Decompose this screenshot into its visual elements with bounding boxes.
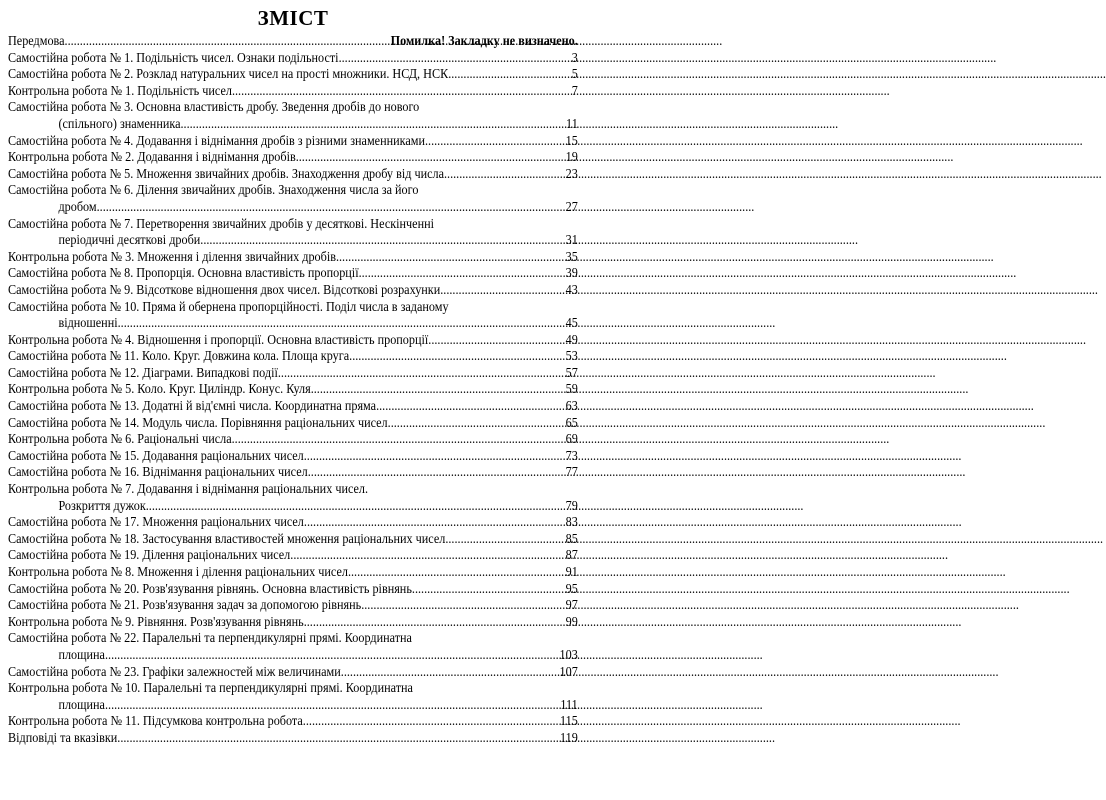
toc-entry[interactable] xyxy=(8,183,578,216)
toc-entry-title: Контрольна робота № 9. Рівняння. Розв'язування рівнянь xyxy=(8,614,304,630)
toc-entry[interactable] xyxy=(8,399,578,416)
toc-page-number: 119 xyxy=(559,730,578,746)
toc-page-number: 65 xyxy=(565,415,578,431)
dot-leader xyxy=(428,333,565,350)
toc-entry-line-last xyxy=(8,250,578,267)
toc-entry-title: Контрольна робота № 8. Множення і ділення раціональних чисел xyxy=(8,565,348,580)
toc-entry-title: Самостійна робота № 15. Додавання раціональних чисел xyxy=(8,448,304,464)
toc-entry-line-last xyxy=(8,565,578,582)
toc-page-number: 3 xyxy=(571,50,578,66)
toc-entry[interactable] xyxy=(8,366,578,383)
dot-leader xyxy=(388,416,566,433)
toc-entry-title: Контрольна робота № 6. Раціональні числа xyxy=(8,432,232,448)
toc-entry-title: Самостійна робота № 20. Розв'язування рівнянь. Основна властивість рівнянь xyxy=(8,581,412,597)
toc-entry[interactable] xyxy=(8,84,578,101)
dot-leader xyxy=(440,283,565,300)
toc-entry-title: Самостійна робота № 2. Розклад натуральних чисел на прості множники. НСД, НСК xyxy=(8,67,449,83)
dot-leader xyxy=(304,449,566,466)
dot-leader xyxy=(359,266,566,283)
toc-entry[interactable] xyxy=(8,482,578,515)
table-of-contents xyxy=(8,34,578,748)
toc-entry-line-last xyxy=(8,316,578,333)
toc-entry-line-last xyxy=(8,51,578,68)
toc-entry-line-last xyxy=(8,67,578,84)
toc-entry-line-last xyxy=(8,333,578,350)
toc-entry[interactable] xyxy=(8,681,578,714)
toc-entry-line-last xyxy=(8,515,578,532)
dot-leader xyxy=(232,432,566,449)
toc-entry-title: періодичні десяткові дроби xyxy=(58,233,201,249)
toc-entry-line xyxy=(8,300,578,317)
toc-entry-title: Самостійна робота № 10. Пряма й обернена пропорційності. Поділ числа в заданому xyxy=(8,299,449,315)
toc-entry[interactable] xyxy=(8,217,578,250)
dot-leader xyxy=(181,117,567,134)
toc-entry-title: Контрольна робота № 2. Додавання і віднімання дробів xyxy=(8,150,296,166)
toc-page-number: 53 xyxy=(565,349,578,365)
toc-entry-line-last xyxy=(8,233,578,250)
toc-page-number: 99 xyxy=(565,614,578,630)
toc-page-number: 63 xyxy=(565,399,578,415)
toc-page-number: 107 xyxy=(559,664,578,680)
toc-entry[interactable] xyxy=(8,51,578,68)
dot-leader xyxy=(349,349,565,366)
dot-leader xyxy=(311,382,566,399)
toc-entry-title: Самостійна робота № 8. Пропорція. Основна властивість пропорції xyxy=(8,266,359,282)
toc-entry-line-last xyxy=(8,366,578,383)
toc-entry-line xyxy=(8,482,578,499)
toc-entry-title: Контрольна робота № 3. Множення і ділення звичайних дробів xyxy=(8,249,336,265)
toc-entry[interactable] xyxy=(8,134,578,151)
dot-leader xyxy=(278,366,566,383)
toc-entry-line xyxy=(8,183,578,200)
toc-page-number: 43 xyxy=(565,282,578,298)
dot-leader xyxy=(376,399,566,416)
toc-entry-title: Самостійна робота № 21. Розв'язування задач за допомогою рівнянь xyxy=(8,598,362,614)
toc-entry-line-last xyxy=(8,465,578,482)
toc-entry[interactable] xyxy=(8,465,578,482)
toc-entry-title: Самостійна робота № 13. Додатні й від'ємні числа. Координатна пряма xyxy=(8,399,377,415)
dot-leader xyxy=(444,167,566,184)
toc-entry-line-last xyxy=(8,134,578,151)
toc-entry[interactable] xyxy=(8,731,578,748)
toc-entry-title: Самостійна робота № 17. Множення раціональних чисел xyxy=(8,515,304,531)
toc-entry[interactable] xyxy=(8,582,578,599)
toc-entry-title: Самостійна робота № 4. Додавання і віднімання дробів з різними знаменниками xyxy=(8,133,425,149)
toc-entry[interactable] xyxy=(8,416,578,433)
toc-entry[interactable] xyxy=(8,515,578,532)
dot-leader xyxy=(290,548,565,565)
toc-page-number: 115 xyxy=(559,714,578,730)
toc-entry-title: дробом xyxy=(58,199,97,215)
toc-page-number: 59 xyxy=(565,382,578,398)
dot-leader xyxy=(303,714,560,731)
toc-entry[interactable] xyxy=(8,300,578,333)
toc-page-number: 79 xyxy=(565,498,578,514)
toc-page-number: 27 xyxy=(565,199,578,215)
dot-leader xyxy=(200,233,565,250)
toc-page-number: 57 xyxy=(565,365,578,381)
toc-entry-line-last xyxy=(8,84,578,101)
dot-leader xyxy=(146,499,566,516)
dot-leader xyxy=(296,150,566,167)
toc-entry-line-last xyxy=(8,648,578,665)
toc-entry[interactable] xyxy=(8,548,578,565)
toc-entry-title: Самостійна робота № 1. Подільність чисел. Ознаки подільності xyxy=(8,50,339,66)
toc-entry-title: Контрольна робота № 10. Паралельні та перпендикулярні прямі. Координатна xyxy=(8,681,413,697)
toc-page-number: 103 xyxy=(559,647,578,663)
toc-entry-line-last xyxy=(8,714,578,731)
toc-entry-line-last xyxy=(8,283,578,300)
toc-entry-title: відношенні xyxy=(58,316,118,332)
toc-entry-line-last xyxy=(8,150,578,167)
toc-entry-line-last xyxy=(8,615,578,632)
toc-entry-line-last xyxy=(8,731,578,748)
toc-entry-title: Самостійна робота № 7. Перетворення звичайних дробів у десяткові. Нескінченні xyxy=(8,216,435,232)
toc-page-number: 95 xyxy=(565,581,578,597)
dot-leader xyxy=(105,648,560,665)
toc-page-number: 87 xyxy=(565,548,578,564)
toc-entry-line-last xyxy=(8,532,578,549)
toc-page-number: Помилка! Закладку не визначено. xyxy=(390,34,578,49)
toc-entry-line-last xyxy=(8,598,578,615)
toc-entry-line-last xyxy=(8,266,578,283)
page-title: ЗМІСТ xyxy=(257,6,329,30)
toc-entry[interactable] xyxy=(8,167,578,184)
dot-leader xyxy=(117,731,560,748)
toc-entry[interactable] xyxy=(8,150,578,167)
toc-entry-title: Самостійна робота № 19. Ділення раціональних чисел xyxy=(8,548,291,564)
toc-entry[interactable] xyxy=(8,100,578,133)
dot-leader xyxy=(105,698,560,715)
toc-entry-title: Контрольна робота № 5. Коло. Круг. Циліндр. Конус. Куля xyxy=(8,382,311,398)
dot-leader xyxy=(412,582,566,599)
dot-leader xyxy=(339,51,572,68)
dot-leader xyxy=(232,84,572,101)
toc-entry[interactable] xyxy=(8,631,578,664)
dot-leader xyxy=(341,665,560,682)
toc-entry-line-last xyxy=(8,582,578,599)
toc-entry-title: Самостійна робота № 23. Графіки залежностей між величинами xyxy=(8,664,341,680)
toc-page-number: 77 xyxy=(565,465,578,481)
toc-entry-title: Контрольна робота № 4. Відношення і пропорції. Основна властивість пропорції xyxy=(8,332,429,348)
toc-entry-title: Самостійна робота № 9. Відсоткове відношення двох чисел. Відсоткові розрахунки xyxy=(8,282,441,298)
toc-entry-title: Відповіді та вказівки xyxy=(8,730,118,746)
toc-entry-title: Самостійна робота № 11. Коло. Круг. Довжина кола. Площа круга xyxy=(8,349,350,365)
toc-entry[interactable] xyxy=(8,615,578,632)
toc-entry-title: площина xyxy=(58,647,105,663)
toc-entry[interactable] xyxy=(8,432,578,449)
dot-leader xyxy=(336,250,566,267)
toc-entry[interactable] xyxy=(8,382,578,399)
toc-entry-title: Розкриття дужок xyxy=(58,498,146,514)
toc-page-number: 69 xyxy=(565,432,578,448)
toc-entry[interactable] xyxy=(8,598,578,615)
toc-page-number: 45 xyxy=(565,316,578,332)
toc-entry-line-last xyxy=(8,548,578,565)
toc-entry[interactable] xyxy=(8,714,578,731)
toc-entry-line-last xyxy=(8,167,578,184)
dot-leader xyxy=(361,598,565,615)
toc-entry[interactable] xyxy=(8,67,578,84)
toc-entry-line-last xyxy=(8,34,578,51)
toc-entry[interactable] xyxy=(8,34,578,51)
dot-leader xyxy=(448,67,571,84)
toc-entry-title: Контрольна робота № 7. Додавання і віднімання раціональних чисел. xyxy=(8,482,369,498)
dot-leader xyxy=(308,465,566,482)
toc-entry-line-last xyxy=(8,665,578,682)
toc-entry[interactable] xyxy=(8,532,578,549)
toc-entry[interactable] xyxy=(8,565,578,582)
toc-entry-title: Самостійна робота № 6. Ділення звичайних дробів. Знаходження числа за його xyxy=(8,183,419,199)
dot-leader xyxy=(118,316,566,333)
toc-entry-title: Самостійна робота № 16. Віднімання раціональних чисел xyxy=(8,465,308,481)
toc-entry-line xyxy=(8,631,578,648)
toc-page-number: 49 xyxy=(565,332,578,348)
dot-leader xyxy=(304,615,566,632)
toc-entry-title: площина xyxy=(58,697,105,713)
toc-page-number: 39 xyxy=(565,266,578,282)
toc-entry-line-last xyxy=(8,349,578,366)
toc-page-number: 97 xyxy=(565,598,578,614)
toc-page-number: 31 xyxy=(565,233,578,249)
toc-entry-line xyxy=(8,217,578,234)
toc-entry-title: Контрольна робота № 11. Підсумкова контрольна робота xyxy=(8,714,303,730)
toc-entry-title: Самостійна робота № 14. Модуль числа. Порівняння раціональних чисел xyxy=(8,415,388,431)
toc-entry-line-last xyxy=(8,449,578,466)
toc-entry-line-last xyxy=(8,117,578,134)
toc-entry[interactable] xyxy=(8,250,578,267)
dot-leader xyxy=(445,532,565,549)
toc-entry-line xyxy=(8,100,578,117)
toc-entry-title: Самостійна робота № 5. Множення звичайних дробів. Знаходження дробу від числа xyxy=(8,166,444,182)
toc-entry-line-last xyxy=(8,499,578,516)
toc-entry-line-last xyxy=(8,399,578,416)
toc-entry-line-last xyxy=(8,200,578,217)
toc-entry-line xyxy=(8,681,578,698)
toc-page-number: 23 xyxy=(565,166,578,182)
dot-leader xyxy=(348,565,566,582)
toc-entry-title: (спільного) знаменника xyxy=(58,116,181,132)
toc-entry[interactable] xyxy=(8,283,578,300)
toc-page-number: 15 xyxy=(565,133,578,149)
toc-entry-title: Передмова xyxy=(8,34,65,49)
dot-leader xyxy=(65,34,391,51)
toc-entry-line-last xyxy=(8,416,578,433)
toc-page-number: 35 xyxy=(565,249,578,265)
toc-entry-title: Самостійна робота № 18. Застосування властивостей множення раціональних чисел xyxy=(8,531,446,547)
toc-page-number: 111 xyxy=(560,697,578,713)
toc-entry-line-last xyxy=(8,432,578,449)
toc-page-number: 5 xyxy=(571,67,578,83)
toc-entry[interactable] xyxy=(8,349,578,366)
toc-page-number: 19 xyxy=(565,150,578,166)
toc-entry[interactable] xyxy=(8,665,578,682)
toc-entry-title: Контрольна робота № 1. Подільність чисел xyxy=(8,83,232,99)
toc-page-number: 83 xyxy=(565,515,578,531)
toc-entry-line-last xyxy=(8,382,578,399)
dot-leader xyxy=(97,200,566,217)
toc-entry-title: Самостійна робота № 3. Основна властивість дробу. Зведення дробів до нового xyxy=(8,100,420,116)
toc-entry[interactable] xyxy=(8,333,578,350)
toc-entry-line-last xyxy=(8,698,578,715)
toc-entry[interactable] xyxy=(8,449,578,466)
toc-entry-title: Самостійна робота № 12. Діаграми. Випадкові події xyxy=(8,365,278,381)
dot-leader xyxy=(425,134,566,151)
dot-leader xyxy=(304,515,566,532)
toc-page-number: 85 xyxy=(565,531,578,547)
toc-entry-title: Самостійна робота № 22. Паралельні та перпендикулярні прямі. Координатна xyxy=(8,631,412,647)
toc-page-number: 11 xyxy=(566,116,578,132)
toc-entry[interactable] xyxy=(8,266,578,283)
toc-page-number: 73 xyxy=(565,448,578,464)
toc-page-number: 91 xyxy=(565,565,578,580)
toc-page-number: 7 xyxy=(571,83,578,99)
